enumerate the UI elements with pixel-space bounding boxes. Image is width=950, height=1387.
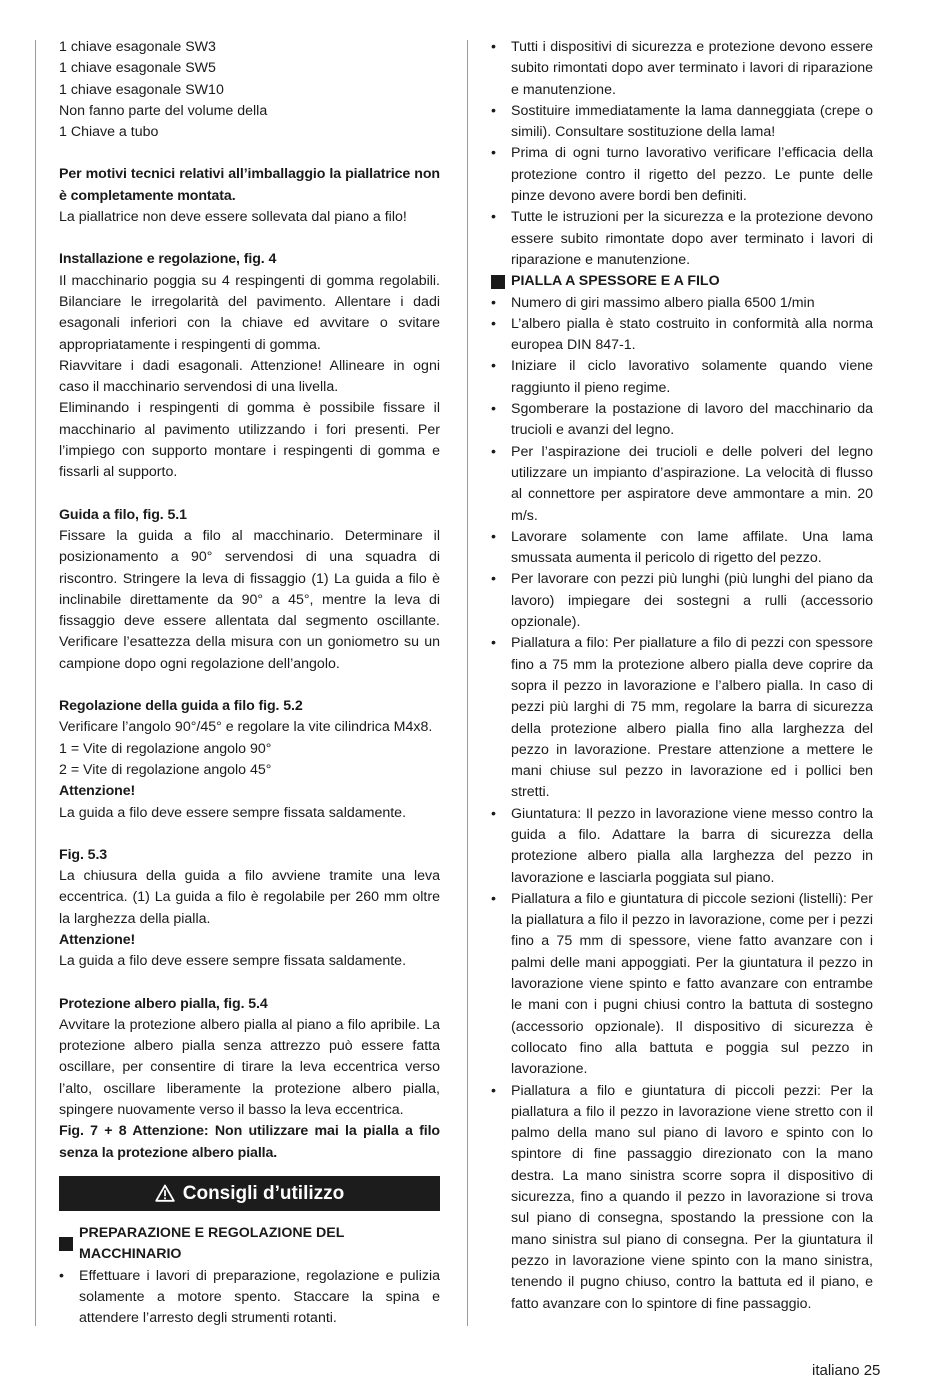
list-item: • Lavorare solamente con lame affilate. Una lama smussata aumenta il pericolo di rigetto del pezzo. xyxy=(491,527,873,570)
safety-bullet-list xyxy=(491,37,873,271)
left-margin-rule xyxy=(35,40,36,1326)
protect-heading: Protezione albero pialla, fig. 5.4 xyxy=(59,995,268,1012)
adjust-attention-label: Attenzione! xyxy=(59,783,136,800)
section-square-icon xyxy=(59,1237,73,1251)
list-item: • Per lavorare con pezzi più lunghi (più lunghi del piano da lavoro) impiegare dei sostegni a rulli (accessorio opzionale). xyxy=(491,569,873,633)
usage-tips-banner xyxy=(59,1176,440,1211)
intro-line: Non fanno parte del volume della xyxy=(59,102,268,119)
prep-section-heading xyxy=(59,1223,440,1266)
fig53-heading: Fig. 5.3 xyxy=(59,846,108,863)
warning-triangle-icon xyxy=(155,1184,175,1202)
planer-section-heading xyxy=(491,271,873,292)
list-item: • Tutti i dispositivi di sicurezza e protezione devono essere subito rimontati dopo aver terminato i lavori di riparazione e manutenzione. xyxy=(491,37,873,101)
packaging-note-bold: Per motivi tecnici relativi all’imballaggio la piallatrice non è completamente montata. xyxy=(59,166,440,204)
intro-line: 1 chiave esagonale SW5 xyxy=(59,60,216,77)
intro-line: 1 Chiave a tubo xyxy=(59,124,159,141)
page-footer: italiano 25 xyxy=(812,1362,881,1379)
list-item: • Piallatura a filo: Per piallature a filo di pezzi con spessore fino a 75 mm la protezione albero pialla deve coprire da sopra il pezzo in lavorazione e l’albero pialla. In caso di pezzi più larghi di 75 mm, regolare la barra di sicurezza della protezione albero pialla fino alla larghezza del pezzo in lavorazione. Prestare attenzione a mettere le mani chiuse sul pezzo in lavorazione ed i pollici ben stretti. xyxy=(491,633,873,803)
planer-heading-text: PIALLA A SPESSORE E A FILO xyxy=(511,273,720,290)
install-paragraph-3: Eliminando i respingenti di gomma è possibile fissare il macchinario al pavimento utilizzando i fori presenti. Per l’impiego con supporto montare i respingenti di gomma e fissarli al supporto. xyxy=(59,400,440,481)
list-item: • Numero di giri massimo albero pialla 6500 1/min xyxy=(491,293,873,314)
list-item: • Giuntatura: Il pezzo in lavorazione viene messo contro la guida a filo. Adattare la barra di sicurezza della protezione albero pialla alla larghezza del pezzo in lavorazione e lasciarla poggiata sul piano. xyxy=(491,804,873,889)
fig53-attention-text: La guida a filo deve essere sempre fissata saldamente. xyxy=(59,953,407,970)
list-item: • Piallatura a filo e giuntatura di piccole sezioni (listelli): Per la piallatura a filo il pezzo in lavorazione, come per i pezzi fino a 75 mm di spessore, viene fatto avanzare con i palmi delle mani appoggiati. Per la giuntatura il pezzo in lavorazione viene spinto e fatto avanzare con entrambe le mani con i pugni chiusi contro la battuta di sostegno (accessorio opzionale). Il dispositivo di sicurezza è collocato fino alla battuta e poggia sul pezzo in lavorazione. xyxy=(491,889,873,1081)
section-square-icon xyxy=(491,275,505,289)
install-paragraph: Il macchinario poggia su 4 respingenti di gomma regolabili. Bilanciare le irregolarità del pavimento. Allentare i dadi esagonali inferiori con la chiave ed avvitare o svitare appropriatamente i respingenti di gomma. xyxy=(59,272,440,353)
planer-bullet-list xyxy=(491,293,873,1315)
list-item: • Per l’aspirazione dei trucioli e delle polveri del legno utilizzare un impianto d’aspirazione. La velocità di flusso al connettore per aspiratore deve ammontare a min. 20 m/s. xyxy=(491,442,873,527)
list-item: • Tutte le istruzioni per la sicurezza e la protezione devono essere subito rimontate dopo aver terminato i lavori di riparazione e manutenzione. xyxy=(491,207,873,271)
install-paragraph-2: Riavvitare i dadi esagonali. Attenzione! Allineare in ogni caso il macchinario servendosi di una livella. xyxy=(59,357,440,396)
prep-bullet-list xyxy=(59,1266,440,1330)
usage-tips-title: Consigli d’utilizzo xyxy=(182,1182,345,1204)
right-column xyxy=(491,37,873,1315)
list-item: • Iniziare il ciclo lavorativo solamente quando viene raggiunto il pieno regime. xyxy=(491,356,873,399)
adjust-paragraph: Verificare l’angolo 90°/45° e regolare la vite cilindrica M4x8. xyxy=(59,719,433,736)
list-item: • L’albero pialla è stato costruito in conformità alla norma europea DIN 847-1. xyxy=(491,314,873,357)
packaging-note: La piallatrice non deve essere sollevata dal piano a filo! xyxy=(59,209,407,226)
intro-line: 1 chiave esagonale SW3 xyxy=(59,39,216,55)
intro-line: 1 chiave esagonale SW10 xyxy=(59,81,224,98)
guide-heading: Guida a filo, fig. 5.1 xyxy=(59,506,187,523)
fig53-attention-label: Attenzione! xyxy=(59,931,136,948)
adjust-attention-text: La guida a filo deve essere sempre fissata saldamente. xyxy=(59,804,407,821)
fig53-paragraph: La chiusura della guida a filo avviene tramite una leva eccentrica. (1) La guida a filo è regolabile per 260 mm oltre la larghezza della pialla. xyxy=(59,868,440,927)
protect-paragraph: Avvitare la protezione albero pialla al piano a filo apribile. La protezione albero pialla senza attrezzo può essere fatta oscillare, per consentire di tirare la leva eccentrica verso l’alto, oscillare liberamente la protezione albero pialla, spingere nuovamente verso il basso la leva eccentrica. xyxy=(59,1016,440,1119)
list-item: • Effettuare i lavori di preparazione, regolazione e pulizia solamente a motore spento. Staccare la spina e attendere l’arresto degli strumenti rotanti. xyxy=(59,1266,440,1330)
list-item: • Prima di ogni turno lavorativo verificare l’efficacia della protezione contro il rigetto del pezzo. Le punte delle pinze devono avere bordi ben definiti. xyxy=(491,143,873,207)
list-item: • Piallatura a filo e giuntatura di piccoli pezzi: Per la piallatura a filo il pezzo in lavorazione viene stretto con il palmo della mano sul piano di lavoro e spinto con lo spintore di fine passaggio direzionato con la mano destra. La mano sinistra scorre sopra il dispositivo di sicurezza, fino a quando il pezzo in lavorazione si trova sul piano di consegna, spostando la pressione con la mano sinistra sul piano di consegna. Per la giuntatura il pezzo in lavorazione viene spinto con la mano sinistra, tenendo il pugno chiuso, contro la battuta ed il piano, e fatto avanzare con lo spintore di fine passaggio. xyxy=(491,1081,873,1315)
protect-warning-bold: Fig. 7 + 8 Attenzione: Non utilizzare mai la pialla a filo senza la protezione albero pialla. xyxy=(59,1123,440,1161)
list-item: • Sostituire immediatamente la lama danneggiata (crepe o simili). Consultare sostituzione della lama! xyxy=(491,101,873,144)
install-heading: Installazione e regolazione, fig. 4 xyxy=(59,251,277,268)
list-item: • Sgomberare la postazione di lavoro del macchinario da trucioli e avanzi del legno. xyxy=(491,399,873,442)
adjust-heading: Regolazione della guida a filo fig. 5.2 xyxy=(59,698,303,715)
adjust-line-45: 2 = Vite di regolazione angolo 45° xyxy=(59,761,272,778)
column-divider xyxy=(467,40,468,1326)
left-column xyxy=(59,37,440,1329)
adjust-line-90: 1 = Vite di regolazione angolo 90° xyxy=(59,740,272,757)
intro-list xyxy=(59,37,440,143)
guide-paragraph: Fissare la guida a filo al macchinario. Determinare il posizionamento a 90° servendosi di una squadra di riscontro. Stringere la leva di fissaggio (1) La guida a filo è inclinabile direttamente da 90° a 45°, mentre la leva di fissaggio deve essere allentata dal segmento oscillante. Verificare l’esattezza della misura con un goniometro su un campione dopo ogni regolazione dell’angolo. xyxy=(59,527,440,672)
prep-heading-text: PREPARAZIONE E REGOLAZIONE DEL MACCHINARIO xyxy=(79,1224,345,1263)
